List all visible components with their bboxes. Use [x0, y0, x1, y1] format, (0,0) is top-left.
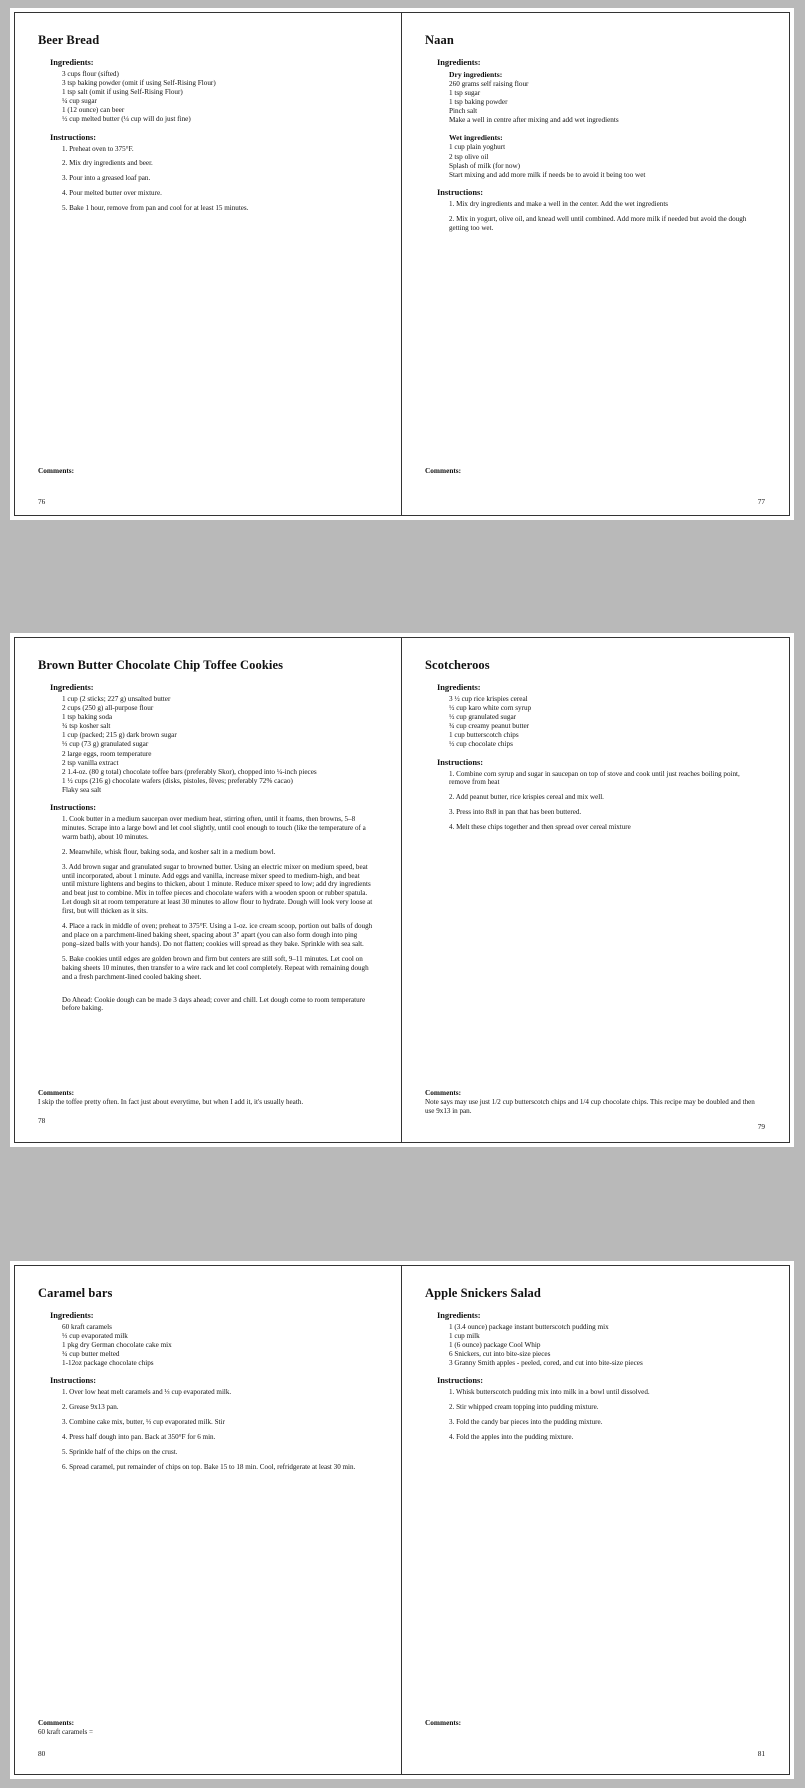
instruction-step: 3. Pour into a greased loaf pan. [62, 174, 151, 183]
ingredient-item: 3 Granny Smith apples - peeled, cored, and cut into bite-size pieces [449, 1359, 643, 1368]
comments-label: Comments: [38, 1088, 75, 1097]
ingredients-heading: Ingredients: [50, 58, 94, 67]
ingredients-heading: Ingredients: [437, 58, 481, 67]
instructions-list [62, 815, 377, 982]
ingredient-item: ¼ cup sugar [62, 97, 97, 106]
ingredient-item: 1 (6 ounce) package Cool Whip [449, 1341, 541, 1350]
ingredient-item: 2 1.4-oz. (80 g total) chocolate toffee bars (preferably Skor), chopped into ¼-inch pieces [62, 767, 317, 776]
ingredient-item: 2 tsp vanilla extract [62, 758, 119, 767]
instruction-step: 1. Cook butter in a medium saucepan over medium heat, stirring often, until it foams, then browns, 5–8 minutes. Scrape into a large bowl and let cool slightly, until cool enough to touch (like the temperature of a warm bath), about 10 minutes. [62, 815, 366, 841]
ingredient-item: ½ cup melted butter (¼ cup will do just fine) [62, 115, 191, 124]
instruction-step: 6. Spread caramel, put remainder of chips on top. Bake 15 to 18 min. Cool, refridgerate at least 30 min. [62, 1463, 356, 1471]
ingredient-item: 1 ½ cups (216 g) chocolate wafers (disks, pistoles, fèves; preferably 72% cacao) [62, 776, 293, 785]
instruction-step: 1. Over low heat melt caramels and ⅓ cup evaporated milk. [62, 1388, 232, 1397]
ingredient-item: 1 cup (2 sticks; 227 g) unsalted butter [62, 695, 171, 703]
instruction-step: 4. Press half dough into pan. Back at 350°F for 6 min. [62, 1433, 216, 1442]
instructions-list [62, 145, 377, 214]
comments-label: Comments: [425, 1718, 462, 1727]
recipe-title: Caramel bars [38, 1286, 113, 1300]
recipe-title: Naan [425, 33, 454, 47]
instructions-heading: Instructions: [437, 757, 484, 767]
ingredient-item: Start mixing and add more milk if needs be to avoid it being too wet [449, 170, 646, 179]
page-81 [402, 1266, 789, 1774]
ingredient-item: 1 cup plain yoghurt [449, 143, 506, 152]
comments-label: Comments: [38, 1718, 75, 1727]
ingredient-item: 6 Snickers, cut into bite-size pieces [449, 1350, 551, 1359]
ingredient-item: ½ cup granulated sugar [449, 713, 517, 722]
instruction-step: 4. Place a rack in middle of oven; preheat to 375°F. Using a 1-oz. ice cream scoop, portion out balls of dough and place on a parchment-lined baking sheet, spacing about 3" apart (you can also form dough into ping pong–sized balls with your hands). Do not flatten; cookies will spread as they bake. Sprinkle with sea salt. [62, 922, 373, 948]
page-spread-78-79 [10, 633, 794, 1147]
ingredient-item: Flaky sea salt [62, 785, 102, 794]
instruction-step: 1. Mix dry ingredients and make a well in the center. Add the wet ingredients [449, 199, 669, 208]
ingredients-heading: Ingredients: [437, 683, 481, 692]
ingredients-heading: Ingredients: [50, 683, 94, 692]
ingredients-list [62, 70, 377, 125]
instructions-heading: Instructions: [437, 187, 484, 197]
instruction-step: 2. Mix dry ingredients and beer. [62, 159, 153, 168]
recipe-title: Apple Snickers Salad [425, 1286, 541, 1300]
ingredient-item: 1 tsp baking soda [62, 713, 113, 722]
ingredient-item: 1 (12 ounce) can beer [62, 106, 125, 115]
instruction-step: 3. Add brown sugar and granulated sugar to browned butter. Using an electric mixer on medium speed, beat until incorporated, about 1 minute. Add eggs and vanilla, increase mixer speed to medium-high, and beat until mixture lightens and begins to thicken, about 1 minute. Reduce mixer speed to low; add dry ingredients and beat just to combine. Mix in toffee pieces and chocolate wafers with a wooden spoon or rubber spatula. Let dough sit at room temperature at least 30 minutes to allow flour to hydrate. Dough will look very loose at first, but will thicken as it sits. [62, 862, 373, 916]
instruction-step: 1. Combine corn syrup and sugar in saucepan on top of stove and cook until just reaches boiling point, remove from heat [449, 769, 740, 787]
ingredient-item: 1 tsp baking powder [449, 98, 508, 107]
dry-ingredients-list [449, 80, 765, 125]
page-78 [15, 638, 402, 1142]
page-number: 81 [757, 1749, 765, 1758]
ingredient-item: 1 pkg dry German chocolate cake mix [62, 1341, 172, 1350]
instruction-step: 3. Fold the candy bar pieces into the pudding mixture. [449, 1418, 603, 1427]
comments-text: 60 kraft caramels = [38, 1727, 94, 1736]
ingredients-heading: Ingredients: [50, 1311, 94, 1320]
page-number: 80 [38, 1749, 46, 1758]
instructions-heading: Instructions: [50, 1376, 97, 1386]
instruction-step: 2. Grease 9x13 pan. [62, 1403, 119, 1412]
instructions-list [449, 770, 765, 833]
ingredient-item: ½ cup karo white corn syrup [449, 704, 532, 713]
comments-section [425, 1089, 765, 1116]
ingredient-item: 2 large eggs, room temperature [62, 749, 152, 758]
page-77 [402, 13, 789, 515]
ingredient-item: 2 tsp olive oil [449, 152, 489, 161]
do-ahead-note: Do Ahead: Cookie dough can be made 3 days ahead; cover and chill. Let dough come to room temperature before baking. [62, 995, 366, 1013]
wet-ingredients-list [449, 143, 765, 179]
ingredient-item: 260 grams self raising flour [449, 80, 529, 88]
ingredient-item: 2 cups (250 g) all-purpose flour [62, 704, 154, 713]
comments-section [38, 1089, 377, 1107]
instructions-list [449, 1388, 765, 1442]
instruction-step: 4. Melt these chips together and then spread over cereal mixture [449, 823, 631, 832]
instruction-step: 5. Sprinkle half of the chips on the crust. [62, 1448, 178, 1457]
ingredient-item: 1-12oz package chocolate chips [62, 1359, 154, 1368]
ingredients-list [449, 695, 765, 750]
instruction-step: 2. Meanwhile, whisk flour, baking soda, and kosher salt in a medium bowl. [62, 847, 276, 856]
recipe-title: Scotcheroos [425, 658, 490, 672]
instruction-step: 2. Add peanut butter, rice krispies cereal and mix well. [449, 793, 604, 802]
comments-label: Comments: [425, 466, 462, 475]
ingredient-item: 1 cup milk [449, 1332, 480, 1341]
ingredient-item: 1 cup butterscotch chips [449, 731, 519, 740]
page-number: 79 [757, 1122, 765, 1131]
ingredient-item: 3 tsp baking powder (omit if using Self-Rising Flour) [62, 79, 216, 88]
ingredient-item: ½ cup chocolate chips [449, 740, 513, 749]
page-number: 76 [38, 497, 46, 506]
ingredient-item: 1 (3.4 ounce) package instant butterscotch pudding mix [449, 1323, 609, 1331]
comments-text: Note says may use just 1/2 cup butterscotch chips and 1/4 cup chocolate chips. This recipe may be doubled and then use 9x13 in pan. [425, 1097, 755, 1115]
dry-ingredients-heading: Dry ingredients: [449, 70, 503, 79]
page-76 [15, 13, 402, 515]
ingredients-list [449, 1323, 765, 1368]
ingredient-item: ¾ cup creamy peanut butter [449, 722, 530, 731]
instruction-step: 3. Press into 8x8 in pan that has been buttered. [449, 808, 582, 817]
comments-text: I skip the toffee pretty often. In fact just about everytime, but when I add it, it's usually heath. [38, 1097, 304, 1106]
page-number: 78 [38, 1116, 46, 1125]
ingredient-item: 1 tsp salt (omit if using Self-Rising Flour) [62, 88, 183, 97]
ingredient-item: ¾ cup butter melted [62, 1350, 120, 1359]
instructions-heading: Instructions: [50, 803, 97, 813]
page-spread-80-81 [10, 1261, 794, 1779]
ingredients-list [62, 695, 377, 795]
instruction-step: 1. Whisk butterscotch pudding mix into milk in a bowl until dissolved. [449, 1388, 650, 1397]
ingredients-heading: Ingredients: [437, 1311, 481, 1320]
ingredients-list [62, 1323, 377, 1368]
instruction-step: 2. Stir whipped cream topping into pudding mixture. [449, 1403, 599, 1412]
page-80 [15, 1266, 402, 1774]
instruction-step: 4. Fold the apples into the pudding mixture. [449, 1433, 574, 1442]
instructions-list [62, 1388, 377, 1471]
ingredient-item: 1 tsp sugar [449, 89, 481, 98]
page-number: 77 [757, 497, 765, 506]
ingredient-item: ¾ tsp kosher salt [62, 722, 111, 731]
wet-ingredients-heading: Wet ingredients: [449, 133, 503, 143]
instruction-step: 3. Combine cake mix, butter, ⅓ cup evaporated milk. Stir [62, 1418, 225, 1427]
ingredient-item: 1 cup (packed; 215 g) dark brown sugar [62, 731, 177, 740]
instruction-step: 1. Preheat oven to 375°F. [62, 144, 134, 153]
recipe-title: Brown Butter Chocolate Chip Toffee Cookies [38, 658, 284, 672]
ingredient-item: Make a well in centre after mixing and add wet ingredients [449, 116, 619, 125]
instruction-step: 5. Bake cookies until edges are golden brown and firm but centers are still soft, 9–11 minutes. Let cool on baking sheets 10 minutes, then transfer to a wire rack and let cool completely. Repeat with remaining dough and a fresh parchment-lined cooled baking sheet. [62, 954, 369, 981]
page-79 [402, 638, 789, 1142]
instructions-heading: Instructions: [50, 132, 97, 142]
comments-label: Comments: [425, 1088, 462, 1097]
comments-label: Comments: [38, 466, 75, 475]
ingredient-item: 60 kraft caramels [62, 1323, 112, 1331]
instructions-list [449, 200, 765, 233]
instruction-step: 4. Pour melted butter over mixture. [62, 189, 162, 198]
page-spread-76-77 [10, 8, 794, 520]
ingredient-item: 3 ½ cup rice krispies cereal [449, 695, 528, 703]
ingredient-item: ⅓ cup (73 g) granulated sugar [62, 740, 149, 749]
ingredient-item: 3 cups flour (sifted) [62, 70, 119, 78]
comments-section [425, 1719, 765, 1728]
recipe-title: Beer Bread [38, 33, 100, 47]
comments-section [425, 467, 765, 476]
comments-section [38, 467, 377, 476]
ingredient-item: ⅓ cup evaporated milk [62, 1332, 128, 1341]
instruction-step: 2. Mix in yogurt, olive oil, and knead well until combined. Add more milk if needed but avoid the dough getting too wet. [449, 214, 747, 232]
comments-section [38, 1719, 377, 1737]
ingredient-item: Splash of milk (for now) [449, 161, 521, 170]
instruction-step: 5. Bake 1 hour, remove from pan and cool for at least 15 minutes. [62, 204, 249, 213]
ingredient-item: Pinch salt [449, 107, 478, 116]
instructions-heading: Instructions: [437, 1376, 484, 1386]
